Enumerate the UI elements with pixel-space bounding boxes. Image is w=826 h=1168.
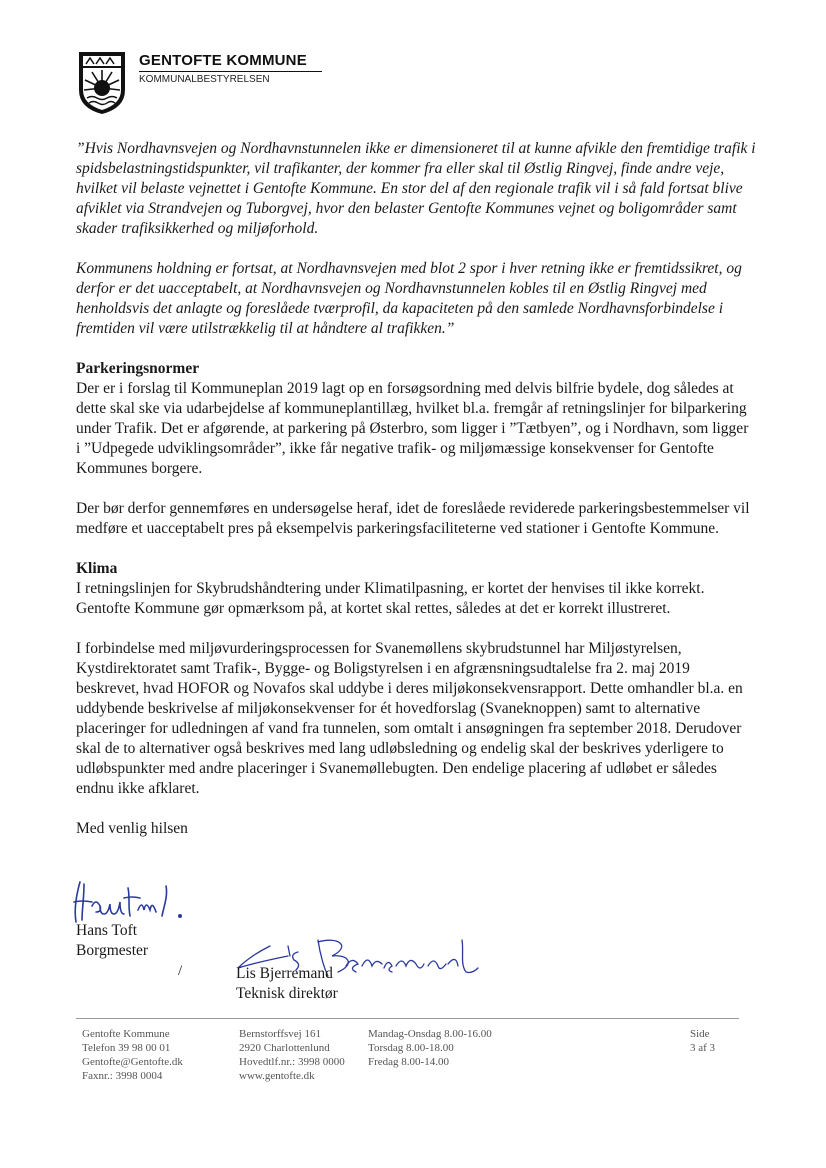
footer-line: 2920 Charlottenlund — [239, 1042, 330, 1054]
footer-line: Hovedtlf.nr.: 3998 0000 — [239, 1056, 345, 1068]
footer-line: Bernstorffsvej 161 — [239, 1028, 321, 1040]
letter-body — [76, 139, 756, 859]
footer-line: Fredag 8.00-14.00 — [368, 1056, 449, 1068]
quote-paragraph: ”Hvis Nordhavnsvejen og Nordhavnstunnelen ikke er dimensioneret til at kunne afvikle den fremtidige trafik i spidsbelastningstidspunkter, vil trafikanter, der kommer fra eller skal til Østlig Ringvej, finde andre veje, hvilket vil belaste vejnettet i Gentofte Kommune. En stor del af den regionale trafik vil i så fald fortsat blive afviklet via Strandvejen og Tuborgvej, hvor den belaster Gentofte Kommunes vejnet og boligområder samt skader trafiksikkerhed og miljøforhold. — [76, 140, 756, 237]
paragraph: I forbindelse med miljøvurderingsprocessen for Svanemøllens skybrudstunnel har Miljøstyrelsen, Kystdirektoratet samt Trafik-, Bygge- og Boligstyrelsen i en afgrænsningsudtalelse fra 2. maj 2019 beskrevet, hvad HOFOR og Novafos skal uddybe i deres miljøkonsekvensrapport. Dette omhandler bl.a. en uddybende beskrivelse af miljøkonsekvenser for ét hovedforslag (Svaneknoppen) samt to alternative placeringer for udledningen af vand fra tunnelen, som omtalt i ansøgningen fra september 2018. Derudover skal de to alternativer også beskrives med lang udløbsledning og endelig skal der beskrives yderligere to udløbspunkter med andre placeringer i Svanemøllebugten. Den endelige placering af udløbet er således endnu ikke afklaret. — [76, 640, 743, 797]
footer-line: Telefon 39 98 00 01 — [82, 1042, 171, 1054]
org-subtitle: KOMMUNALBESTYRELSEN — [139, 74, 270, 85]
signer-title-1: Borgmester — [76, 942, 149, 959]
footer-line: Gentofte Kommune — [82, 1028, 170, 1040]
municipal-crest-icon — [77, 50, 127, 116]
paragraph: Der er i forslag til Kommuneplan 2019 lagt op en forsøgsordning med delvis bilfrie bydele, dog således at dette skal ske via udarbejdelse af kommuneplantillæg, hvilket bl.a. fremgår af retningslinjer for bilparkering under Trafik. Det er afgørende, at parkering på Østerbro, som ligger i ”Tætbyen”, og i Nordhavn, som ligger i ”Udpegede udviklingsområder”, ikke får negative trafik- og miljømæssige konsekvenser for Gentofte Kommunes borgere. — [76, 380, 749, 477]
header-divider — [139, 71, 322, 72]
footer-address — [239, 1027, 345, 1083]
footer-page-number — [690, 1027, 715, 1055]
footer-line: Gentofte@Gentofte.dk — [82, 1056, 183, 1068]
signer-name-1: Hans Toft — [76, 922, 138, 939]
footer-hours — [368, 1027, 492, 1069]
paragraph: Der bør derfor gennemføres en undersøgelse heraf, idet de foreslåede reviderede parkeringsbestemmelser vil medføre et uacceptabelt pres på eksempelvis parkeringsfaciliteterne ved stationer i Gentofte Kommune. — [76, 500, 750, 537]
footer-divider — [76, 1018, 739, 1019]
footer-line: Faxnr.: 3998 0004 — [82, 1070, 163, 1082]
signature-hans-toft-icon — [70, 876, 190, 926]
paragraph: I retningslinjen for Skybrudshåndtering under Klimatilpasning, er kortet der henvises til ikke korrekt. Gentofte Kommune gør opmærksom på, at kortet skal rettes, således at det er korrekt illustreret. — [76, 580, 705, 617]
footer-line: Mandag-Onsdag 8.00-16.00 — [368, 1028, 492, 1040]
section-heading-climate: Klima — [76, 560, 118, 577]
signer-title-2: Teknisk direktør — [236, 985, 338, 1002]
footer-contact — [82, 1027, 183, 1083]
footer-line: www.gentofte.dk — [239, 1070, 315, 1082]
quote-paragraph: Kommunens holdning er fortsat, at Nordhavnsvejen med blot 2 spor i hver retning ikke er fremtidssikret, og derfor er det uacceptabelt, at Nordhavnsvejen og Nordhavnstunnelen kobles til en Østlig Ringvej med henholdsvis det anlagte og foreslåede tværprofil, da kapaciteten på den samlede Nordhavnsforbindelse i fremtiden vil være utilstrækkelig til at håndtere al trafikken.” — [76, 260, 742, 337]
signer-name-2: Lis Bjerremand — [236, 965, 333, 982]
signature-separator: / — [178, 963, 183, 979]
footer-line: Torsdag 8.00-18.00 — [368, 1042, 454, 1054]
footer-line: Side — [690, 1028, 710, 1040]
section-heading-parking: Parkeringsnormer — [76, 360, 200, 377]
footer-line: 3 af 3 — [690, 1042, 716, 1054]
closing-greeting: Med venlig hilsen — [76, 820, 188, 837]
org-name: GENTOFTE KOMMUNE — [139, 52, 307, 69]
